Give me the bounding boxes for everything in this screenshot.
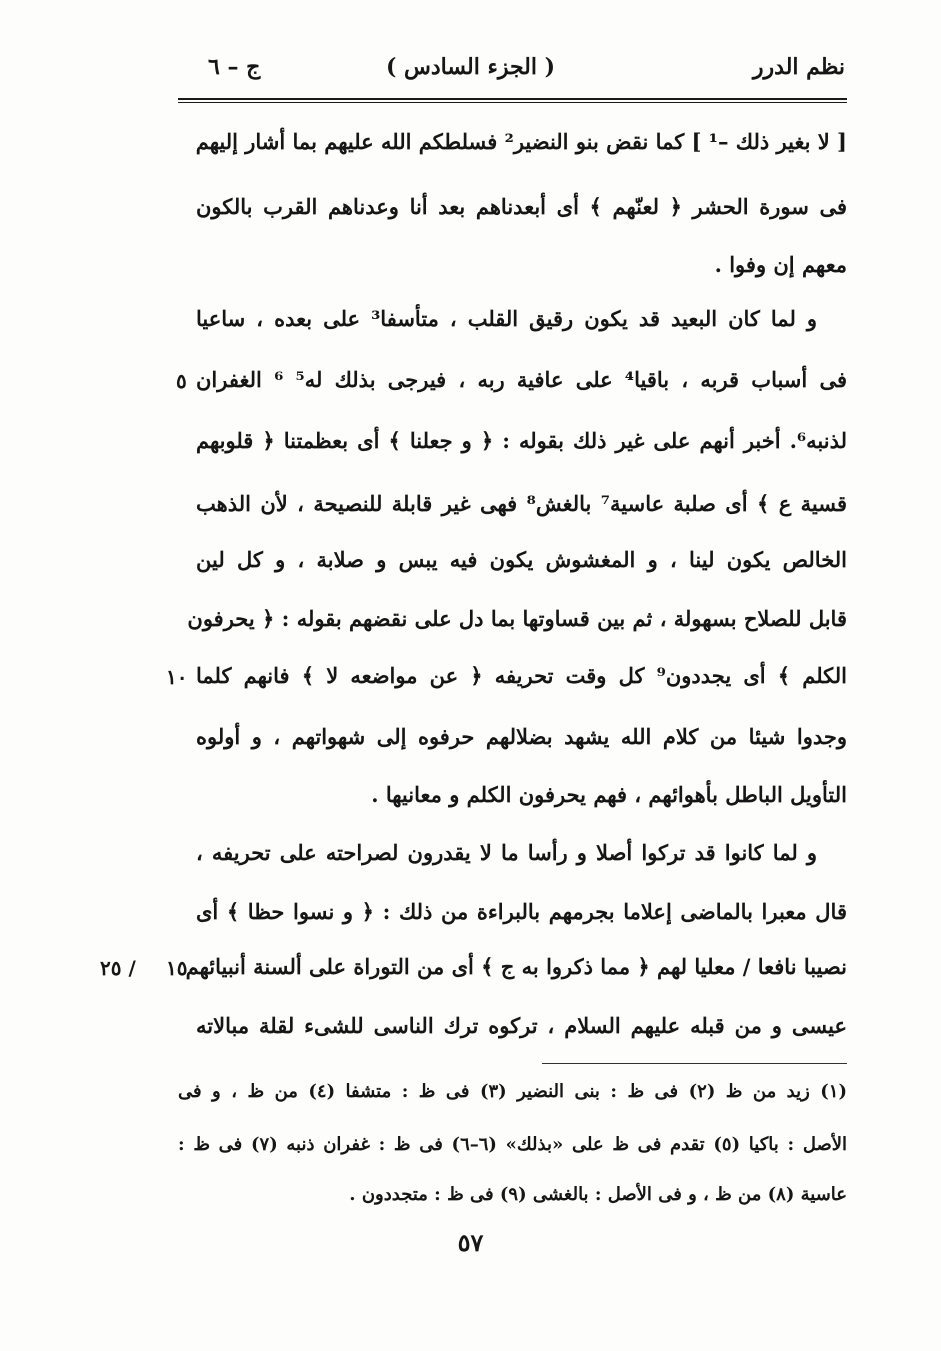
text-line: و لما كان البعيد قد يكون رقيق القلب ، متأسفا³ على بعده ، ساعيا bbox=[196, 306, 817, 331]
text-line: [ لا بغير ذلك –¹ ] كما نقض بنو النضير² فسلطكم الله عليهم بما أشار إليهم bbox=[195, 129, 847, 154]
running-part-title: ( الجزء السادس ) bbox=[385, 54, 556, 80]
line-number-5: ٥ bbox=[176, 369, 187, 393]
line-number-15: ١٥ bbox=[166, 956, 188, 980]
text-line: عيسى و من قبله عليهم السلام ، تركوه ترك الناسى للشىء لقلة مبالاته bbox=[196, 1013, 847, 1038]
text-line: الخالص يكون لينا ، و المغشوش يكون فيه يبس و صلابة ، و كل لين bbox=[196, 547, 847, 572]
text-line: قابل للصلاح بسهولة ، ثم بين قساوتها بما دل على نقضهم بقوله : ﴿ يحرفون bbox=[187, 606, 847, 631]
folio-marker: ٢٥ / bbox=[100, 956, 136, 980]
running-volume-number: ج – ٦ bbox=[208, 54, 261, 80]
footnote-rule bbox=[542, 1063, 847, 1064]
text-line: معهم إن وفوا . bbox=[714, 252, 847, 277]
line-number-10: ١٠ bbox=[166, 665, 188, 689]
text-line: و لما كانوا قد تركوا أصلا و رأسا ما لا يقدرون لصراحته على تحريفه ، bbox=[196, 840, 817, 865]
text-line: نصيبا نافعا / معليا لهم ﴿ مما ذكروا به ج ﴾ أى من التوراة على ألسنة أنبيائهم bbox=[185, 954, 847, 979]
text-line: قال معبرا بالماضى إعلاما بجرمهم بالبراءة من ذلك : ﴿ و نسوا حظا ﴾ أى bbox=[196, 899, 847, 924]
footnote-line: الأصل : باكيا (٥) تقدم فى ظ على «بذلك» (٦–٦) فى ظ : غفران ذنبه (٧) فى ظ : bbox=[178, 1134, 848, 1155]
text-line: فى سورة الحشر ﴿ لعنّهم ﴾ أى أبعدناهم بعد أنا وعدناهم القرب بالكون bbox=[196, 194, 847, 219]
footnote-line: عاسية (٨) من ظ ، و فى الأصل : بالغشى (٩) فى ظ : متجددون . bbox=[349, 1184, 847, 1205]
text-line: لذنبه⁶. أخبر أنهم على غير ذلك بقوله : ﴿ و جعلنا ﴾ أى بعظمتنا ﴿ قلوبهم bbox=[196, 428, 847, 453]
page-number: ٥٧ bbox=[457, 1228, 484, 1257]
text-line: قسية ع ﴾ أى صلبة عاسية⁷ بالغش⁸ فهى غير قابلة للنصيحة ، لأن الذهب bbox=[196, 491, 847, 516]
text-line: التأويل الباطل بأهوائهم ، فهم يحرفون الكلم و معانيها . bbox=[371, 782, 847, 807]
text-line: وجدوا شيئا من كلام الله يشهد بضلالهم حرفوه إلى شهواتهم ، و أولوه bbox=[196, 724, 847, 749]
text-line: الكلم ﴾ أى يجددون⁹ كل وقت تحريفه ﴿ عن مواضعه لا ﴾ فانهم كلما bbox=[196, 663, 847, 688]
footnote-line: (١) زيد من ظ (٢) فى ظ : بنى النضير (٣) فى ظ : متشفا (٤) من ظ ، و فى bbox=[178, 1081, 847, 1102]
header-rule bbox=[178, 98, 847, 103]
text-line: فى أسباب قربه ، باقيا⁴ على عافية ربه ، فيرجى بذلك له⁵ ⁶ الغفران bbox=[196, 367, 847, 392]
running-book-title: نظم الدرر bbox=[752, 54, 845, 80]
